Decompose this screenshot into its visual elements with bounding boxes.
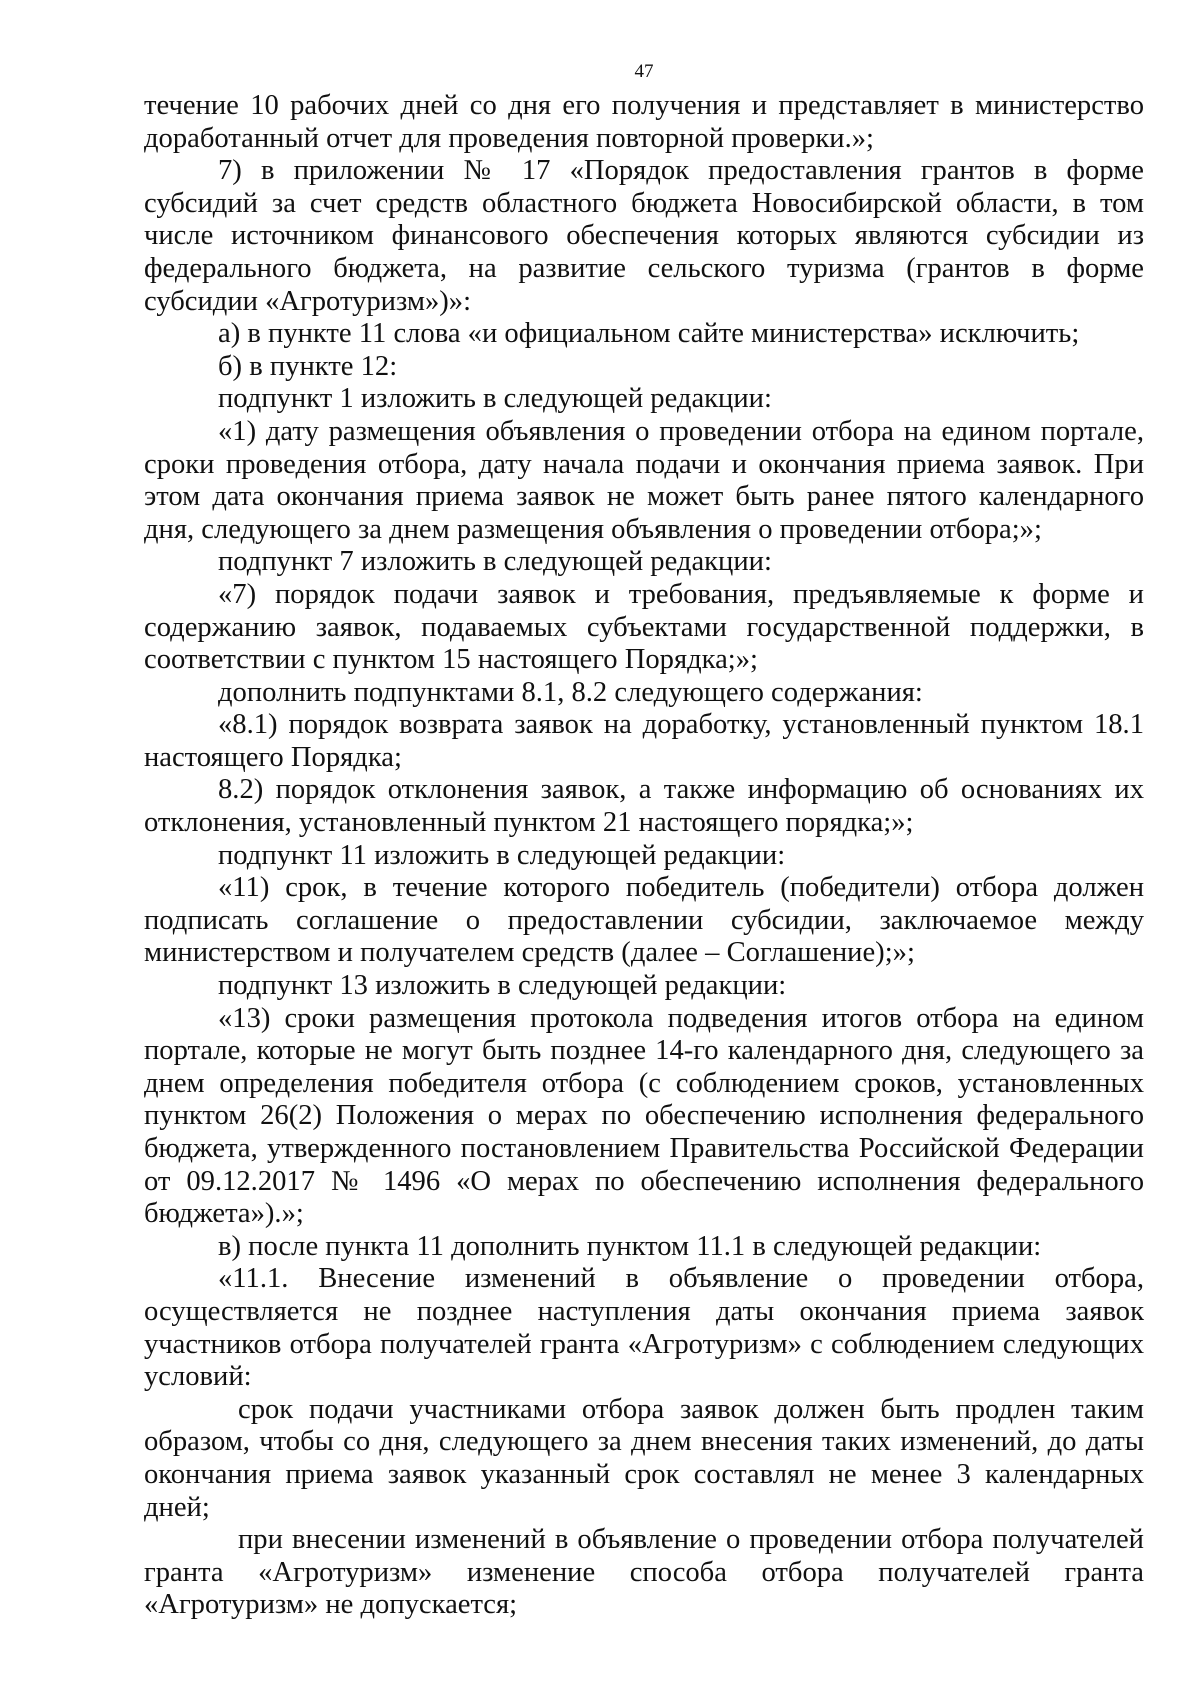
paragraph-subitem-8-1: «8.1) порядок возврата заявок на доработку, установленный пунктом 18.1 настоящего Порядка; [144,709,1144,773]
paragraph-subitem-11-text: «11) срок, в течение которого победитель (победители) отбора должен подписать соглашение о предоставлении субсидии, заключаемое между министерством и получателем средств (далее – Соглашение);»; [144,872,1144,969]
paragraph-subitem-7-intro: подпункт 7 изложить в следующей редакции: [218,546,772,578]
paragraph-item-11-1: «11.1. Внесение изменений в объявление о проведении отбора, осуществляется не позднее наступления даты окончания приема заявок участников отбора получателей гранта «Агротуризм» с соблюдением следующих условий: [144,1263,1144,1393]
paragraph-subitem-7-text: «7) порядок подачи заявок и требования, предъявляемые к форме и содержанию заявок, подаваемых субъектами государственной поддержки, в соответствии с пунктом 15 настоящего Порядка;»; [144,578,1144,676]
paragraph-subitem-8-2: 8.2) порядок отклонения заявок, а также информацию об основаниях их отклонения, установленный пунктом 21 настоящего порядка;»; [144,774,1144,839]
document-page [144,60,1144,1622]
paragraph-subitem-11-intro: подпункт 11 изложить в следующей редакции: [218,839,786,871]
paragraph-subitem-1-text: «1) дату размещения объявления о проведении отбора на едином портале, сроки проведения отбора, дату начала подачи и окончания приема заявок. При этом дата окончания приема заявок не может быть ранее пятого календарного дня, следующего за днем размещения объявления о проведении отбора;»; [144,415,1144,545]
paragraph-subitems-8-intro: дополнить подпунктами 8.1, 8.2 следующего содержания: [218,676,923,708]
paragraph-item-b: б) в пункте 12: [218,350,398,382]
paragraph-item-a: а) в пункте 11 слова «и официальном сайте министерства» исключить; [218,318,1080,350]
page-number: 47 [634,61,654,82]
paragraph-subitem-1-intro: подпункт 1 изложить в следующей редакции: [218,383,772,415]
paragraph-item-v: в) после пункта 11 дополнить пунктом 11.1 в следующей редакции: [218,1230,1042,1262]
paragraph-subitem-13-text: «13) сроки размещения протокола подведения итогов отбора на едином портале, которые не могут быть позднее 14-го календарного дня, следующего за днем определения победителя отбора (с соблюдением сроков, установленных пунктом 26(2) Положения о мерах по обеспечению исполнения федерального бюджета, утвержденного постановлением Правительства Российской Федерации от 09.12.2017 № 1496 «О мерах по обеспечению исполнения федерального бюджета»).»; [144,1002,1144,1230]
paragraph-report-continuation: течение 10 рабочих дней со дня его получения и представляет в министерство доработанный отчет для проведения повторной проверки.»; [144,90,1144,154]
paragraph-deadline-extension: срок подачи участниками отбора заявок должен быть продлен таким образом, чтобы со дня, следующего за днем внесения таких изменений, до даты окончания приема заявок указанный срок составлял не менее 3 календарных дней; [144,1393,1144,1523]
paragraph-subitem-13-intro: подпункт 13 изложить в следующей редакции: [218,970,787,1002]
paragraph-method-change: при внесении изменений в объявление о проведении отбора получателей гранта «Агротуризм» изменение способа отбора получателей гранта «Агротуризм» не допускается; [144,1524,1144,1621]
paragraph-appendix-17: 7) в приложении № 17 «Порядок предоставления грантов в форме субсидий за счет средств областного бюджета Новосибирской области, в том числе источником финансового обеспечения которых являются субсидии из федерального бюджета, на развитие сельского туризма (грантов в форме субсидии «Агротуризм»)»: [144,155,1144,317]
